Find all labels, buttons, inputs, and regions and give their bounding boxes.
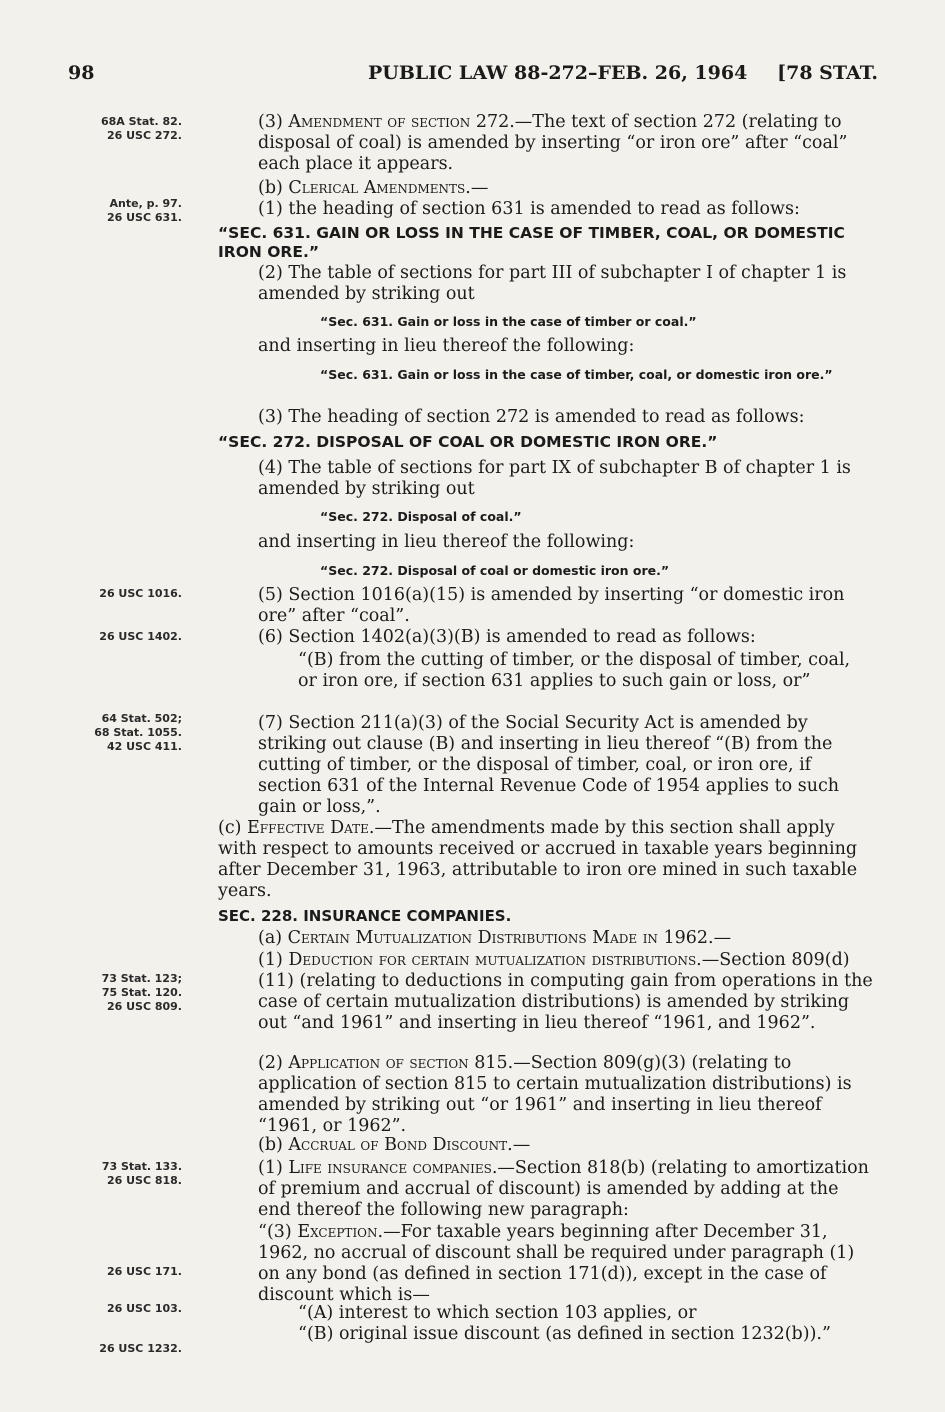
paragraph: (4) The table of sections for part IX of subchapter B of chapter 1 is amended by striking out (258, 458, 851, 499)
quoted-paragraph: “(3) Exception.—For taxable years beginning after December 31, 1962, no accrual of discount shall be required under paragraph (1) on any bond (as defined in section 171(d)), except in the case of discount which is— (258, 1222, 855, 1305)
paragraph: (1) the heading of section 631 is amended to read as follows: (258, 199, 800, 219)
paragraph: and inserting in lieu thereof the following: (258, 336, 635, 356)
quoted-heading: “SEC. 631. GAIN OR LOSS IN THE CASE OF TIMBER, COAL, OR DOMESTIC IRON ORE.” (218, 224, 845, 261)
margin-note: 64 Stat. 502; 68 Stat. 1055. 42 USC 411. (94, 712, 182, 753)
paragraph: (b) Clerical Amendments.— (258, 178, 489, 198)
paragraph: (2) The table of sections for part III of subchapter I of chapter 1 is amended by striking out (258, 263, 847, 304)
paragraph: (1) Deduction for certain mutualization distributions.—Section 809(d)(11) (relating to deductions in computing gain from operations in the case of certain mutualization distributions) is amended by striking out “and 1961” and inserting in lieu thereof “1961, and 1962”. (258, 950, 873, 1033)
paragraph: (b) Accrual of Bond Discount.— (258, 1135, 531, 1155)
law-title: PUBLIC LAW 88-272–FEB. 26, 1964 (368, 62, 748, 84)
margin-note: 26 USC 103. (106, 1302, 182, 1315)
quoted-clause: “(B) from the cutting of timber, or the disposal of timber, coal, or iron ore, if section 631 applies to such gain or loss, or” (298, 650, 851, 691)
quoted-table-entry: “Sec. 272. Disposal of coal or domestic iron ore.” (320, 563, 670, 578)
quoted-table-entry: “Sec. 631. Gain or loss in the case of timber, coal, or domestic iron ore.” (320, 367, 833, 382)
volume-reference: [78 STAT. (777, 62, 878, 84)
margin-note: Ante, p. 97. 26 USC 631. (106, 197, 182, 224)
margin-note: 68A Stat. 82. 26 USC 272. (100, 115, 182, 142)
paragraph: (2) Application of section 815.—Section 809(g)(3) (relating to application of section 815 to certain mutualization distributions) is amended by striking out “or 1961” and inserting in lieu thereof “1961, or 1962”. (258, 1053, 852, 1136)
quoted-subparagraph: “(B) original issue discount (as defined in section 1232(b)).” (298, 1324, 831, 1344)
margin-note: 73 Stat. 133. 26 USC 818. (101, 1160, 182, 1187)
margin-note: 26 USC 1016. (99, 587, 182, 600)
margin-note: 26 USC 171. (106, 1265, 182, 1278)
paragraph: (6) Section 1402(a)(3)(B) is amended to read as follows: (258, 627, 756, 647)
paragraph: (c) Effective Date.—The amendments made by this section shall apply with respect to amounts received or accrued in taxable years beginning after December 31, 1963, attributable to iron ore mined in such taxable years. (218, 818, 858, 901)
margin-note: 73 Stat. 123; 75 Stat. 120. 26 USC 809. (101, 972, 182, 1013)
paragraph: (3) Amendment of section 272.—The text of section 272 (relating to disposal of coal) is amended by inserting “or iron ore” after “coal” each place it appears. (258, 112, 848, 174)
running-header (68, 62, 878, 88)
margin-note: 26 USC 1402. (99, 630, 182, 643)
paragraph: (5) Section 1016(a)(15) is amended by inserting “or domestic iron ore” after “coal”. (258, 585, 845, 626)
page-number: 98 (68, 62, 95, 84)
section-heading: SEC. 228. INSURANCE COMPANIES. (218, 907, 512, 925)
paragraph: (3) The heading of section 272 is amended to read as follows: (258, 407, 805, 427)
quoted-heading: “SEC. 272. DISPOSAL OF COAL OR DOMESTIC IRON ORE.” (218, 433, 718, 451)
paragraph: (1) Life insurance companies.—Section 818(b) (relating to amortization of premium and accrual of discount) is amended by adding at the end thereof the following new paragraph: (258, 1158, 869, 1220)
quoted-table-entry: “Sec. 631. Gain or loss in the case of timber or coal.” (320, 314, 697, 329)
quoted-subparagraph: “(A) interest to which section 103 applies, or (298, 1303, 697, 1323)
quoted-table-entry: “Sec. 272. Disposal of coal.” (320, 509, 522, 524)
paragraph: (a) Certain Mutualization Distributions Made in 1962.— (258, 928, 732, 948)
margin-note: 26 USC 1232. (99, 1342, 182, 1355)
paragraph: (7) Section 211(a)(3) of the Social Security Act is amended by striking out clause (B) and inserting in lieu thereof “(B) from the cutting of timber, or the disposal of timber, coal, or iron ore, if section 631 of the Internal Revenue Code of 1954 applies to such gain or loss,”. (258, 713, 840, 817)
paragraph: and inserting in lieu thereof the following: (258, 532, 635, 552)
